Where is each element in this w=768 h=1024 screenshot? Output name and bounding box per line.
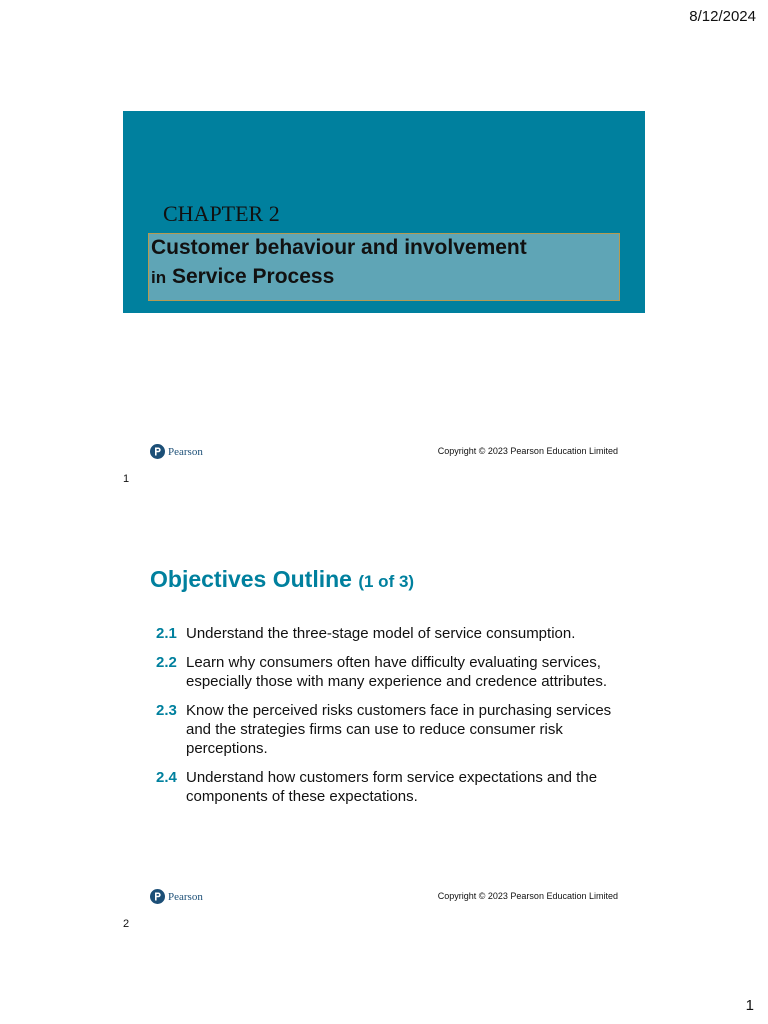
slide-number-2: 2 bbox=[123, 918, 130, 930]
objectives-title bbox=[150, 566, 414, 593]
objective-number: 2.2 bbox=[156, 654, 177, 671]
objectives-title-suffix: (1 of 3) bbox=[358, 572, 415, 591]
page-number: 1 bbox=[745, 997, 754, 1014]
pearson-logo bbox=[150, 444, 203, 459]
objectives-title-main: Objectives Outline bbox=[150, 566, 352, 592]
objective-item bbox=[156, 768, 616, 806]
objectives-list bbox=[156, 624, 616, 816]
slide2-footer bbox=[150, 889, 620, 907]
objective-item bbox=[156, 701, 616, 758]
pearson-p-icon bbox=[150, 444, 165, 459]
objective-text: Learn why consumers often have difficulty evaluating services, especially those with many experience and credence attributes. bbox=[186, 654, 608, 690]
chapter-title-line1: Customer behaviour and involvement bbox=[151, 236, 527, 259]
objective-text: Understand how customers form service expectations and the components of these expectations. bbox=[186, 769, 598, 805]
chapter-label: CHAPTER 2 bbox=[163, 201, 280, 226]
objective-item bbox=[156, 653, 616, 691]
objective-number: 2.3 bbox=[156, 702, 177, 719]
chapter-title-rest: Service Process bbox=[171, 265, 335, 288]
objective-item bbox=[156, 624, 616, 643]
copyright-text: Copyright © 2023 Pearson Education Limited bbox=[437, 446, 618, 456]
slide1-footer bbox=[150, 444, 620, 462]
slide-number-1: 1 bbox=[123, 473, 130, 485]
objective-text: Know the perceived risks customers face in purchasing services and the strategies firms can use to reduce consumer risk perceptions. bbox=[186, 702, 612, 757]
chapter-title-line2 bbox=[151, 265, 334, 289]
print-date: 8/12/2024 bbox=[689, 8, 756, 25]
chapter-title-prefix: in bbox=[151, 268, 167, 287]
objective-number: 2.1 bbox=[156, 625, 177, 642]
title-slide-banner bbox=[123, 111, 645, 313]
copyright-text: Copyright © 2023 Pearson Education Limited bbox=[437, 891, 618, 901]
objective-text: Understand the three-stage model of service consumption. bbox=[186, 625, 576, 642]
pearson-logo bbox=[150, 889, 203, 904]
pearson-p-icon bbox=[150, 889, 165, 904]
pearson-logo-text: Pearson bbox=[168, 890, 203, 903]
pearson-logo-text: Pearson bbox=[168, 445, 203, 458]
chapter-title-box bbox=[148, 233, 620, 301]
objective-number: 2.4 bbox=[156, 769, 177, 786]
